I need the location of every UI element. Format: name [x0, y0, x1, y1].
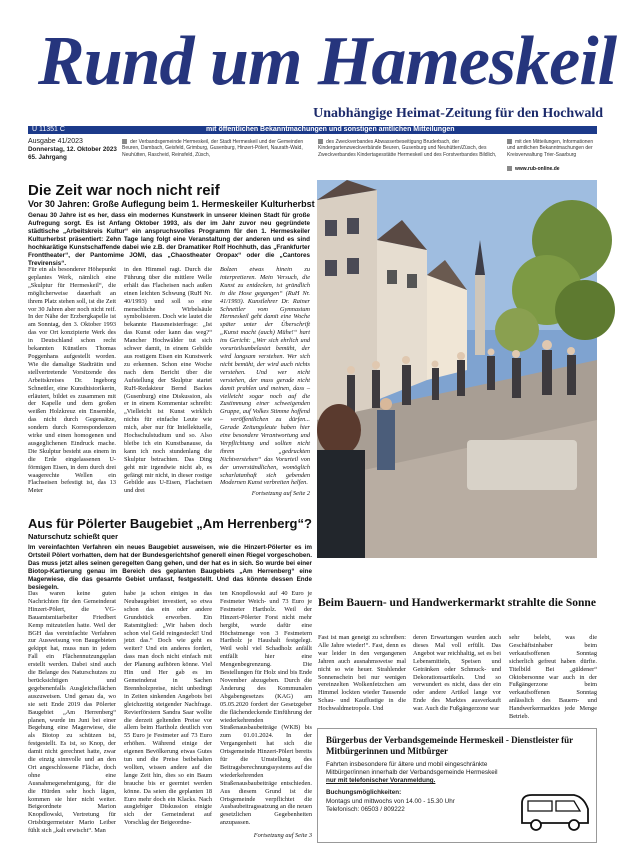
- issue-code: U 11351 C: [32, 126, 65, 133]
- article1-col1: Für ein als besonderer Höhepunkt geplantes Werk, nämlich eine „Skulptur für Hermeskeil“, die möglicherweise dauerhaft an ihrem Platz stehen soll, ist die Zeit vor 30 Jahren aber noch nicht reif. In der Nähe der Erzbergkapelle ist am Sonntag, den 3. Oktober 1993 das vor Ort konzipierte Werk des in Deutschland schon recht bekannten Künstlers Thomas Poggenhans aufgestellt worden. Wie die damalige Stadträtin und stellvertretende Vorsitzende des Arbeitskreises Dr. Ingeborg Schnettler, eine Kunsthistorikerin, erläutert, bildet es zusammen mit der Kapelle und dem großen weißen Holzkreuz ein Ensemble, das nicht durch Gegensätze, sondern durch Korrespondenzen wirke und einen homogenen und ausgeglichenen Eindruck mache. Die Skulptur besteht aus einem in die Erde eingelassenen U-förmigen Eisen, in dem durch drei waagerechte Wellen ein Flachseisen befestigt ist, das 13 Meter: [28, 266, 116, 495]
- issue-volume: 65. Jahrgang: [28, 154, 67, 161]
- article2-col1: Das waren keine guten Nachrichten für den Gemeinderat Hinzert-Pölert, die VG-Bauamtsmitarbeiter Friedbert Kemp mitzuteilen hatte. Weil der BGH das vereinfachte Verfahren zur Ausweisung von Baugebieten gekippt hat, muss nun in jedem Fall ein Flächennutzungsplan erstellt werden. Dabei sind auch die Belange des Naturschutzes zu berücksichtigen und gegebenenfalls Ausgleichsflächen auszuweisen. Und genau da, wo sie seit Ende 2019 das Pölerter Baugebiet „Am Herrenberg“ planen, wurde im Juni bei einer Begehung eine Magerwiese, die als Biotop zu schützen ist, festgestellt. Es ist, so Knop, der damit nicht gerechnet hatte, zwar die einzig sinnvolle und an den Ort angeschlossene Fläche, doch ohne eine Ausnahmegenehmigung, für die die Hürden sehr hoch lägen, kommen sie hier nicht weiter. Beigeordnete Marion Knopdlowski, Vertretung für Ortsbürgermeister Mario Leiber fühlt sich „kalt erwischt“. Man: [28, 590, 116, 835]
- article3-col3: sehr belebt, was die Geschäftsinhaber beim verkaufsoffenen Sonntag sicherlich gefreut haben dürfte. Titelbild Bei „güldener“ Oktobersonne war auch in der Fußgängerzone beim verkaufsoffenen Sonntag anlässlich des Bauern- und Handwerkermarktes jede Menge Betrieb.: [509, 634, 597, 721]
- article1-subheadline: Vor 30 Jahren: Große Auflegung beim 1. Hermeskeiler Kulturherbst: [28, 199, 315, 209]
- article3-col2: deren Erwartungen wurden auch dieses Mal voll erfüllt. Das Angebot war reichhaltig, sei es bei Lebensmitteln, Speisen und Getränken oder Schmuck- und Dekorationsartikeln. Und so verwundert es nicht, dass der ein oder andere Artikel lange vor Ende des Marktes ausverkauft war. Auch die Fußgängerzone war: [413, 634, 501, 713]
- bullet-icon: [122, 139, 127, 144]
- notice-2: des Zweckverbandes Abwasserbeseitigung Bruderbach, der Kindergartenzweckverbände Beuren, Gusenburg und Neuhütten/Züsch, des Zweckverbandes Kindertagesstätte Hermeskeil und des Forstverbandes Bildlich,: [318, 139, 497, 158]
- title-photo-market: [317, 180, 597, 558]
- tagline: mit öffentlichen Bekanntmachungen und sonstigen amtlichen Mitteilungen: [206, 126, 455, 133]
- bullet-icon: [318, 139, 323, 144]
- article2-continued[interactable]: Fortsetzung auf Seite 3: [253, 832, 312, 839]
- article1-col3: Bolzen etwas hinein zu interpretieren. Mein Versuch, die Kunst zu entdecken, ist gründlich in die Hose gegangen“ (RuH Nr. 41/1993). Kunstlehrer Dr. Rainer Schnettler vom Gymnasium Hermeskeil geht damit eine Woche später unter der Überschrift „Kunst macht (auch) Mühe!“ hart ins Gericht: „Wer sich ehrlich und vorurteilsunbelastet bemüht, der wird langsam verstehen. Wer sich nicht bemüht, der wird auch nichts verstehen. Und wer nicht verstehen, der muss gerade nicht damit prahlen und meinen, dass – vielleicht sogar noch auf die Zustimmung einer schweigenden Gruppe, auf Volkes Stimme hoffend – veröffentlichen zu dürfen... Gerade Zeitungsleute haben hier eine besondere Verantwortung und Verpflichtung und sollten nicht ihrem „gedruckten Nichtverstehen“ das Vorurteil von der unverständlichen, womöglich scharlatanhaft sich gebenden Modernen Kunst verbreiten helfen.: [220, 266, 310, 487]
- article3-headline: Beim Bauern- und Handwerkermarkt strahlte die Sonne: [318, 597, 596, 609]
- article1-continued[interactable]: Fortsetzung auf Seite 2: [251, 490, 310, 497]
- ad-title: Bürgerbus der Verbandsgemeinde Hermeskeil - Dienstleister für Mitbürgerinnen und Mitbürger: [326, 735, 573, 756]
- website-link[interactable]: www.rub-online.de: [507, 166, 599, 174]
- article2-col3: ten Knopdlowski auf 40 Euro je Festmeter Weich- und 73 Euro je Festmeter Hartholz. Weil der Hinzert-Pölerter Forst nicht mehr hergibt, wurde dafür eine Höchstmenge von 3 Festmetern Hartholz je Haushalt festgelegt. Weil wohl viel Schadholz anfällt entfällt hier eine Mengenbegrenzung. Die Bestellungen für Holz sind bis Ende November abzugeben. Durch die Änderung des Kommunalen Abgabengesetzes (KAG) am 05.05.2020 fordert der Gesetzgeber die flächendeckende Einführung der wiederkehrenden Straßenausbaubeiträge (WKB) bis zum 01.01.2024. In der Vergangenheit hat sich die Ortsgemeinde Hinzert-Pölert bereits für die Umstellung des Beitragsberechnungssystems auf die wiederkehrenden Straßenausbaubeiträge entschieden. Aus diesem Grund ist die Ortsgemeinde verpflichtet die Ausbaubeitragssatzung an die neuen gesetzlichen Gegebenheiten anzupassen.: [220, 590, 312, 827]
- notice-1: der Verbandsgemeinde Hermeskeil, der Stadt Hermeskeil und der Gemeinden Beuren, Dambach, Geisfeld, Grimburg, Gusenburg, Hinzert-Pölert, Naurath-Wald, Neuhütten, Rascheid, Reinsfeld, Züsch,: [122, 139, 304, 158]
- issue-meta: [28, 138, 128, 162]
- article2-col2: habe ja schon einiges in das Neubaugebiet investiert, so etwa schon das ein oder andere Grundstück erworben. Ein Ratsmitglied: „Wir haben doch schon viel Geld reingesteckt! Und jetzt das.“ Doch wie geht es weiter? Und ein anderes fordert, dass man doch nicht einfach mit der Planung aufhören könne. Viel Hin und Her gab es im Gemeinderat in Sachen Brennholzpreise, nicht unbedingt in Zeiten sinkenden Angebots bei gleichzeitig steigender Nachfrage. Revierförstern Sandra Saar wollte die derzeit geltenden Preise vor allem beim Hartholz deutlich von 55 Euro je Festmeter auf 73 Euro erhöhen. Während einige der eigenen Bevölkerung etwas Gutes tun und die Preise beibehalten wollten, wissen andere auf die lange Zeit hin, dies so ein Baum brauche bis er geerntet werden könne. Da seien die geplanten 18 Euro mehr doch ein Klacks. Nach ausgiebiger Diskussion einigte sich der Gemeinderat auf Vorschlag der Beigeordne-: [124, 590, 212, 827]
- tagline-bar: [28, 126, 597, 134]
- notice-3: mit den Mitteilungen, Informationen und amtlichen Bekanntmachungen der Kreisverwaltung Trier-Saarburg: [507, 139, 594, 158]
- issue-date: Donnerstag, 12. Oktober 2023: [28, 146, 117, 153]
- bullet-icon: [507, 139, 512, 144]
- masthead-logo: Rund um Hameskeil: [38, 23, 617, 100]
- ad-text: Fahrten insbesondere für ältere und mobil eingeschränkte Mitbürger/innen innerhalb der Verbandsgemeinde Hermeskeil nur mit telefonischer Voranmeldung.: [326, 761, 498, 784]
- article2-headline: Aus für Pölerter Baugebiet „Am Herrenberg“?: [28, 516, 312, 531]
- article1-headline: Die Zeit war noch nicht reif: [28, 182, 220, 199]
- article1-col2: in den Himmel ragt. Durch die Führung über die mittlere Welle erhält das Flacheisen nach außen einen leichten Schwung (RuH Nr. 40/1993) und soll so eine menschliche Wirbelsäule symbolisieren. Doch wie lautet die bekannte Hausmeisterfrage: „Ist das Kunst oder kann das weg?“ Mancher Hochwälder tut sich schwer damit, in einem Gebilde aus rostigem Eisen ein Kunstwerk zu erkennen. Schon eine Woche nach dem Bericht über die Aufstellung der Skulptur startet RuH-Redakteur Bernd Backes (Gusenburg) eine Diskussion, als er in einem Kommentar schreibt: „Vielleicht ist Kunst wirklich nichts für einfache Leute wie mich, aber nur für Intellektuelle, Hochschulstudium und so. Also bleibe ich ein Kunstbanause, da kann ich noch stundenlang die Skulptur betrachten. Das Ding geht mir irgendwie nicht ab, es gefängt mir nicht, in dieser rostige Gebilde aus U-Eisen, Flacheisen und drei: [124, 266, 212, 495]
- article1-lead: Genau 30 Jahre ist es her, dass ein modernes Kunstwerk in unserer kleinen Stadt für große Aufregung sorgt. Es ist Anfang Oktober 1993, als der im Jahr zuvor neu gegründete städtische „Arbeitskreis Kultur“ ein anspruchsvolles Programm für den 1. Hermeskeiler Kulturherbst präsentiert: Zehn Tage lang folgt eine Veranstaltung der anderen und es sind hochkarätige Kunstschaffende dabei wie z.B. der Dramatiker Rolf Hochhuth, das „Frankfurter Fronttheater“, der Pantomime JOMI, das „Chaostheater Oropax“ oder die „Cantores Trevirensis“.: [28, 212, 310, 267]
- issue-number: Ausgabe 41/2023: [28, 138, 83, 145]
- masthead-subtitle: Unabhängige Heimat-Zeitung für den Hochwald: [313, 106, 603, 121]
- buergerbus-ad: [317, 728, 597, 843]
- ad-hours: Buchungsmöglichkeiten: Montags und mittwochs von 14.00 - 15.30 Uhr Telefonisch: 06503 / 809222: [326, 789, 455, 813]
- bus-icon: [518, 789, 592, 833]
- article3-col1: Fast ist man geneigt zu schreiben: Alle Jahre wieder!“. Fast, denn es war leider in den vergangenen Jahren auch ausnahmsweise mal nicht so wie heuer. Strahlender Sonnenschein bei nur wenigen vereinzelten Wolkenfetzchen am Himmel lockten wieder Tausende Schau- und Kauflustige in die Hochwaldmetropole. Und: [318, 634, 406, 713]
- article2-lead: Im vereinfachten Verfahren ein neues Baugebiet ausweisen, wie die Hinzert-Pölerter es im Ortsteil Pölert vorhatten, dem hat der Bundesgerichtshof generell einen Riegel vorgeschoben. Das muss jetzt alles seinen geregelten Gang gehen, und der hat es in sich. So wurde bei einer Biotop-Kartierung genau im Bereich des geplanten Baugebiets „Am Herrenberg“ eine Magerwiese, die das gesamte Gebiet umfasst, festgestellt. Und das könnte dessen Ende besiegeln.: [28, 544, 312, 591]
- article2-subheadline: Naturschutz schießt quer: [28, 532, 119, 541]
- bullet-icon: [507, 166, 512, 171]
